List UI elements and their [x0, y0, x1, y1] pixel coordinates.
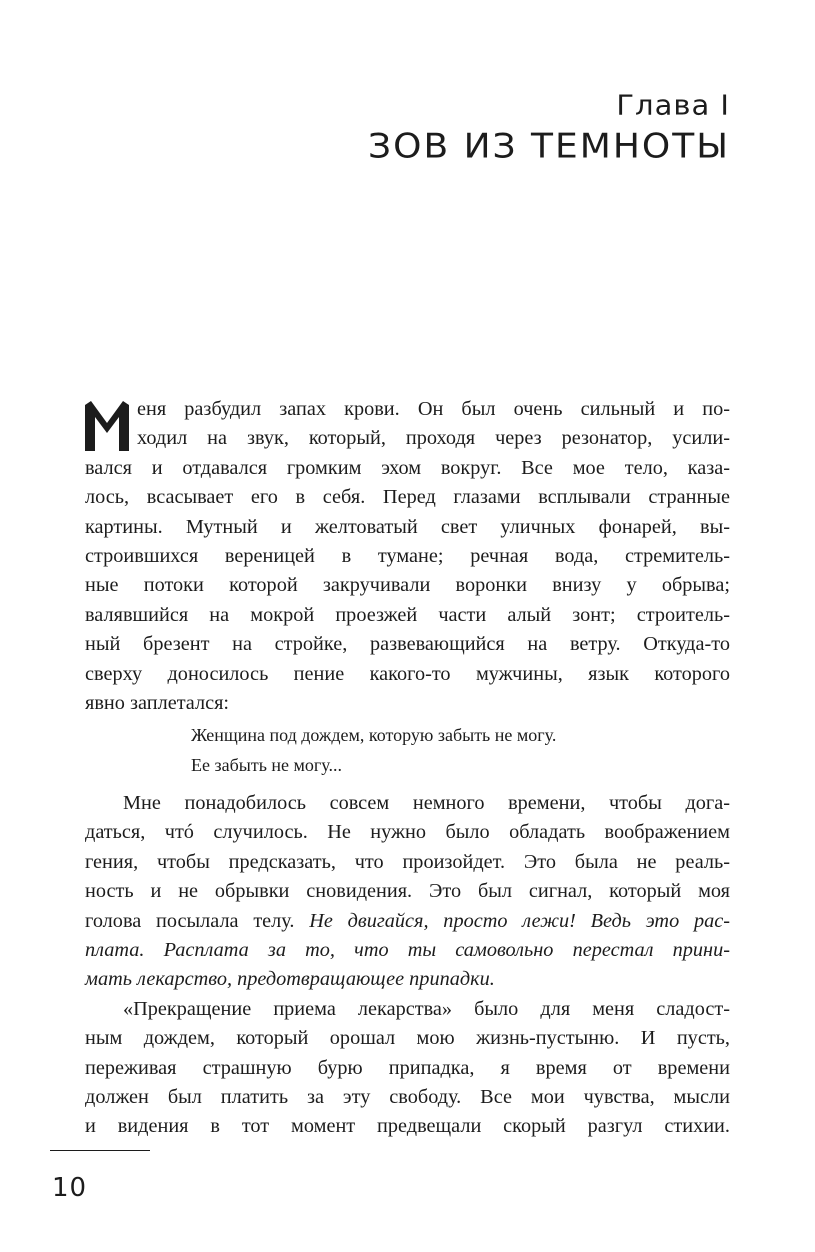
chapter-title: ЗОВ ИЗ ТЕМНОТЫ [368, 127, 730, 166]
page-number: 10 [52, 1173, 88, 1203]
song-verse [191, 720, 556, 780]
paragraph-line: ным дождем, который орошал мою жизнь-пустыню. И пусть, [85, 1027, 730, 1050]
paragraph-line: вался и отдавался громким эхом вокруг. Все мое тело, каза- [85, 456, 730, 479]
verse-line: Ее забыть не могу... [191, 755, 343, 775]
paragraph-line: ный брезент на стройке, развевающийся на ветру. Откуда-то [85, 633, 730, 656]
paragraph-line: лось, всасывает его в себя. Перед глазами всплывали странные [85, 486, 730, 509]
main-text [85, 789, 730, 1142]
paragraph-line: сверху доносилось пение какого-то мужчины, язык которого [85, 662, 730, 685]
drop-cap-letter [85, 401, 129, 451]
paragraph-line: валявшийся на мокрой проезжей части алый зонт; строитель- [85, 603, 730, 626]
paragraph-line [85, 907, 730, 936]
paragraph-line: «Прекращение приема лекарства» было для меня сладост- [123, 997, 730, 1020]
paragraph-line: Мне понадобилось совсем немного времени, чтобы дога- [123, 792, 730, 814]
paragraph-line: даться, чтó случилось. Не нужно было обладать воображением [85, 821, 730, 844]
verse-line: Женщина под дождем, которую забыть не могу. [191, 725, 557, 745]
paragraph-line: картины. Мутный и желтоватый свет уличных фонарей, вы- [85, 515, 730, 538]
paragraph-text: голова посылала телу. [85, 909, 295, 932]
paragraph-line: ные потоки которой закручивали воронки внизу у обрыва; [85, 574, 730, 597]
paragraph-line: переживая страшную бурю припадка, я время от времени [85, 1056, 730, 1079]
paragraph-line: ходил на звук, который, проходя через резонатор, усили- [137, 427, 730, 450]
italic-text: плата. Расплата за то, что ты самовольно перестал прини- [85, 939, 730, 962]
paragraph-line: еня разбудил запах крови. Он был очень сильный и по- [137, 398, 730, 420]
footer-rule [50, 1150, 150, 1151]
paragraph-line: гения, чтобы предсказать, что произойдет. Это была не реаль- [85, 850, 730, 873]
paragraph-line: ность и не обрывки сновидения. Это был сигнал, который моя [85, 880, 730, 903]
paragraph-line: должен был платить за эту свободу. Все мои чувства, мысли [85, 1086, 730, 1109]
paragraph-line [85, 965, 730, 994]
opening-paragraph [85, 395, 730, 718]
chapter-label: Глава I [616, 88, 730, 122]
italic-text: мать лекарство, предотвращающее припадки. [85, 968, 495, 991]
paragraph-line [85, 936, 730, 965]
paragraph-line: и видения в тот момент предвещали скорый разгул стихии. [85, 1115, 730, 1138]
italic-text: Не двигайся, просто лежи! Ведь это рас- [309, 909, 730, 932]
paragraph-line: строившихся вереницей в тумане; речная вода, стремитель- [85, 545, 730, 568]
paragraph-line: явно заплетался: [85, 692, 230, 715]
